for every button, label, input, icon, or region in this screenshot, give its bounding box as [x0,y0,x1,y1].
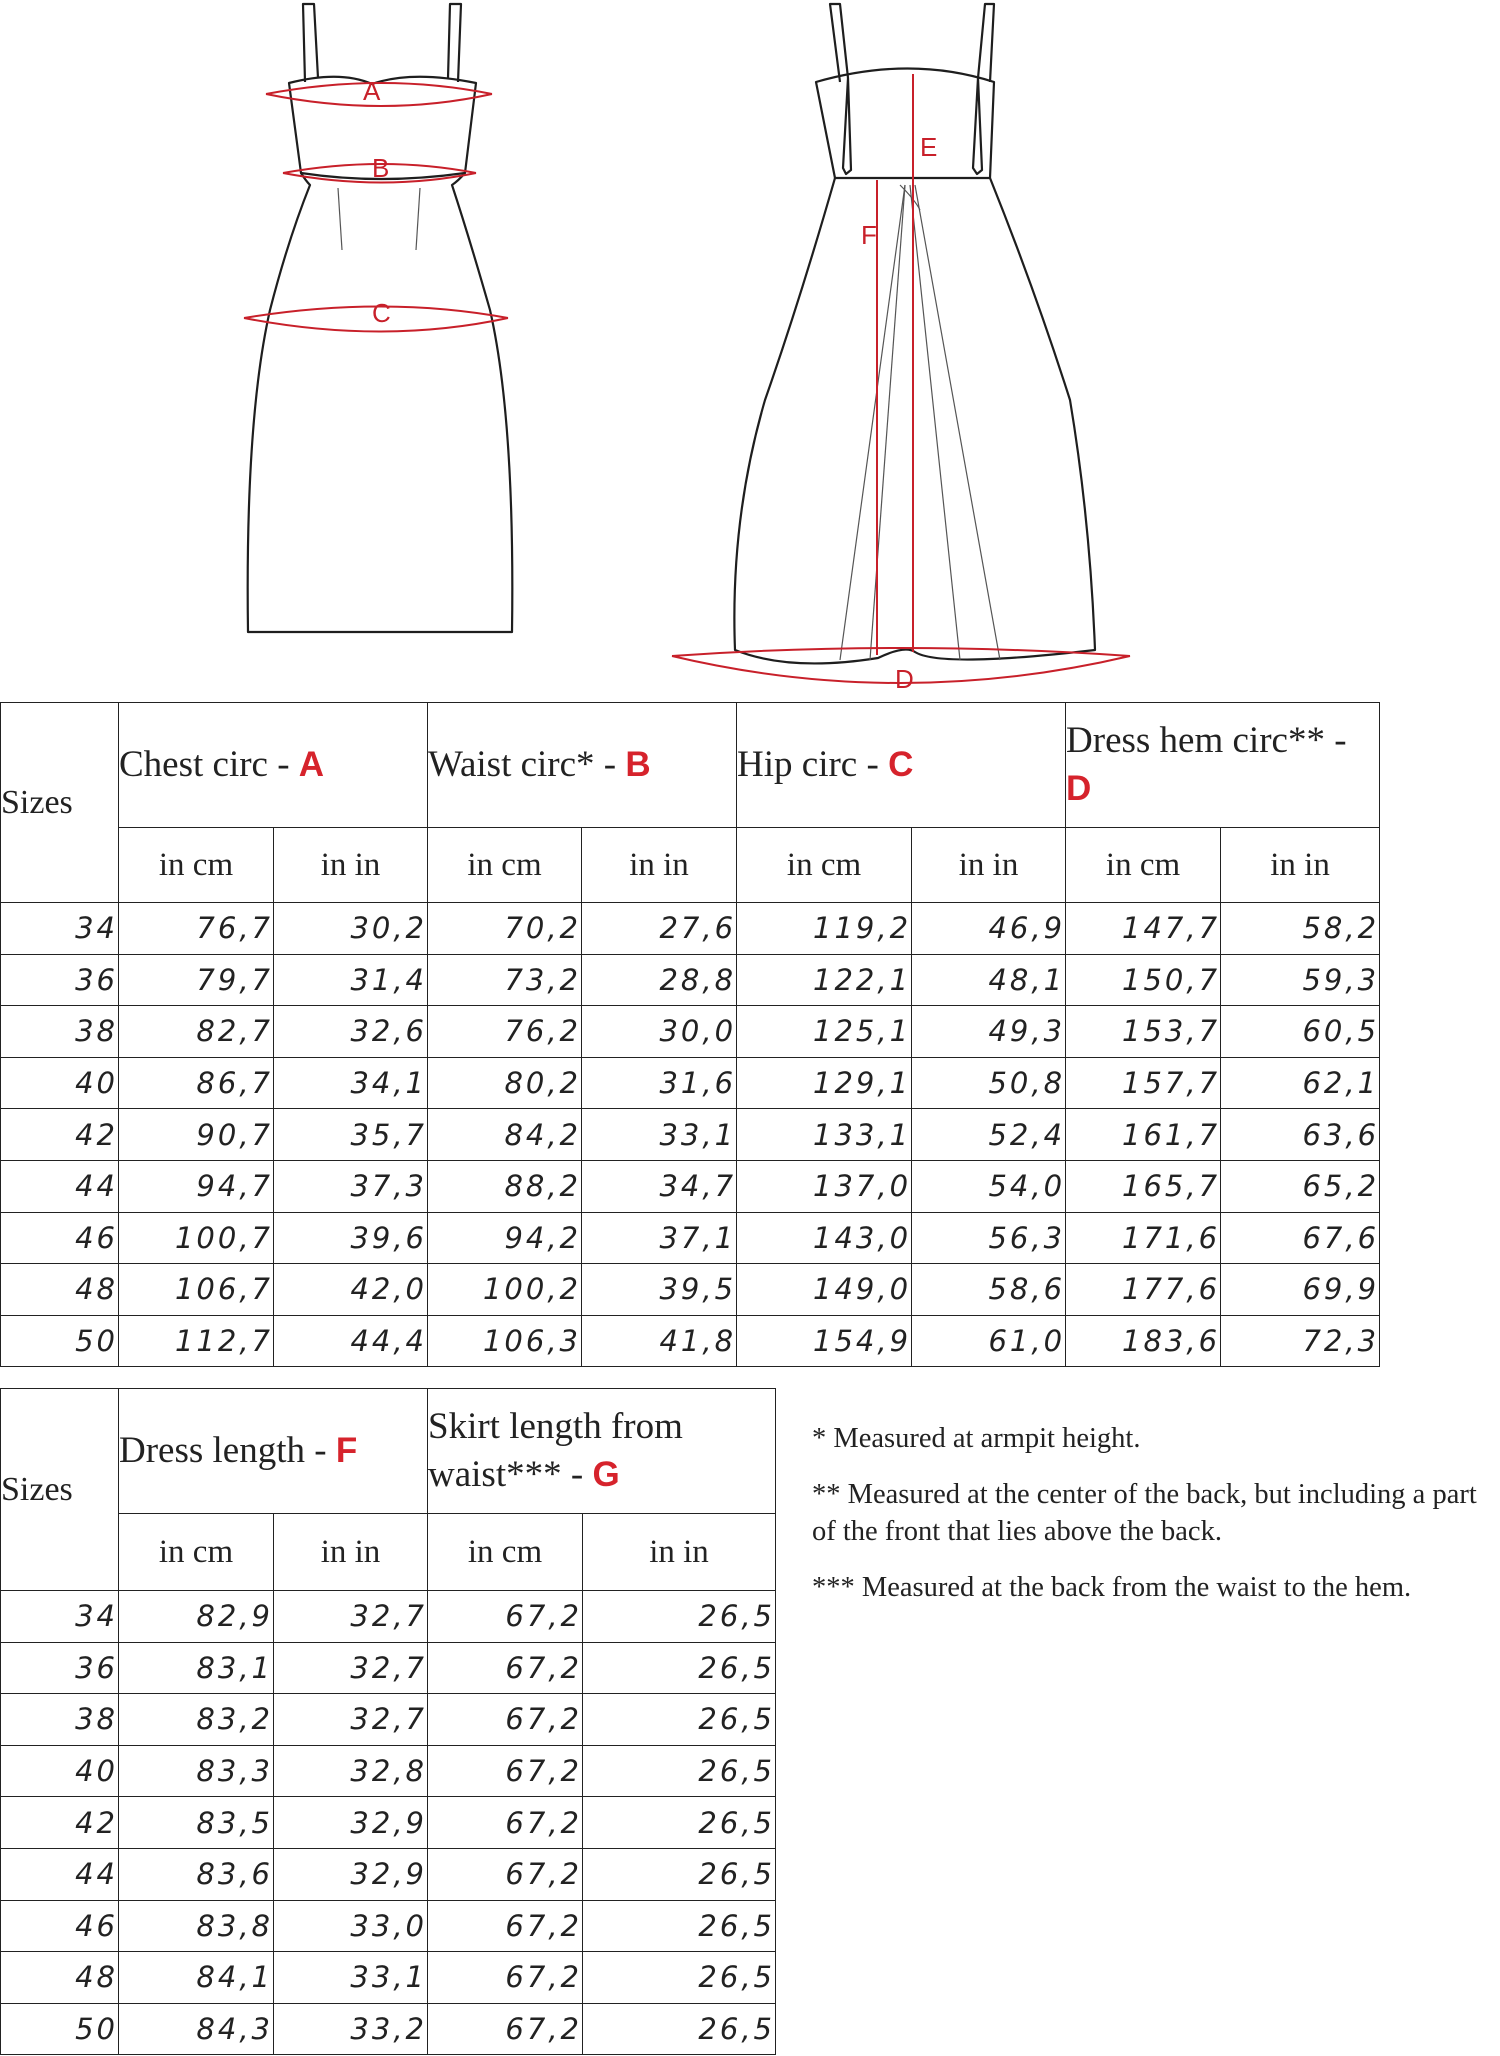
measurements-table-lengths [0,1388,776,2055]
value-cell: 30,0 [582,1006,737,1058]
value-cell: 83,2 [119,1694,274,1746]
size-cell: 44 [1,1160,119,1212]
value-cell: 56,3 [912,1212,1066,1264]
size-cell: 46 [1,1900,119,1952]
footnote: ** Measured at the center of the back, but including a part of the front that lies above the back. [812,1478,1477,1548]
value-cell: 143,0 [737,1212,912,1264]
value-cell: 49,3 [912,1006,1066,1058]
value-cell: 154,9 [737,1315,912,1367]
value-cell: 30,2 [274,903,428,955]
label-a: A [363,76,381,106]
unit-header: in in [912,828,1066,903]
value-cell: 83,5 [119,1797,274,1849]
table-row [1,903,1380,955]
value-cell: 88,2 [428,1160,582,1212]
value-cell: 58,2 [1221,903,1380,955]
value-cell: 147,7 [1066,903,1221,955]
value-cell: 33,0 [274,1900,428,1952]
value-cell: 67,2 [428,2003,583,2055]
value-cell: 82,9 [119,1591,274,1643]
unit-header: in cm [428,1514,583,1591]
waist-circ-header: Waist circ* - B [428,703,737,828]
value-cell: 37,3 [274,1160,428,1212]
size-cell: 48 [1,1952,119,2004]
sizes-header: Sizes [1,703,119,903]
value-cell: 149,0 [737,1264,912,1316]
value-cell: 76,2 [428,1006,582,1058]
value-cell: 33,1 [274,1952,428,2004]
size-cell: 34 [1,903,119,955]
unit-header: in cm [119,1514,274,1591]
value-cell: 67,6 [1221,1212,1380,1264]
dress-hem-circ-header: Dress hem circ** - D [1066,703,1380,828]
value-cell: 84,3 [119,2003,274,2055]
value-cell: 70,2 [428,903,582,955]
value-cell: 177,6 [1066,1264,1221,1316]
unit-header: in cm [119,828,274,903]
size-cell: 38 [1,1006,119,1058]
value-cell: 112,7 [119,1315,274,1367]
value-cell: 26,5 [583,1848,776,1900]
value-cell: 79,7 [119,954,274,1006]
footnotes [812,1420,1500,1624]
value-cell: 61,0 [912,1315,1066,1367]
size-cell: 50 [1,1315,119,1367]
value-cell: 67,2 [428,1848,583,1900]
value-cell: 119,2 [737,903,912,955]
value-cell: 46,9 [912,903,1066,955]
table-row [1,1057,1380,1109]
table-row [1,1109,1380,1161]
value-cell: 157,7 [1066,1057,1221,1109]
measurements-table-circumferences [0,702,1380,1367]
value-cell: 26,5 [583,1642,776,1694]
table-row [1,1212,1380,1264]
size-cell: 40 [1,1057,119,1109]
value-cell: 34,1 [274,1057,428,1109]
value-cell: 94,2 [428,1212,582,1264]
value-cell: 39,6 [274,1212,428,1264]
footnote: * Measured at armpit height. [812,1423,1141,1454]
size-cell: 42 [1,1797,119,1849]
value-cell: 32,7 [274,1642,428,1694]
value-cell: 67,2 [428,1745,583,1797]
back-dress-drawing [734,4,1095,663]
size-cell: 36 [1,954,119,1006]
value-cell: 82,7 [119,1006,274,1058]
value-cell: 83,1 [119,1642,274,1694]
value-cell: 27,6 [582,903,737,955]
label-f: F [861,220,877,250]
size-cell: 44 [1,1848,119,1900]
value-cell: 26,5 [583,2003,776,2055]
label-e: E [920,132,938,162]
value-cell: 72,3 [1221,1315,1380,1367]
value-cell: 32,9 [274,1797,428,1849]
label-b: B [372,153,390,183]
table-row [1,1745,776,1797]
value-cell: 84,1 [119,1952,274,2004]
value-cell: 84,2 [428,1109,582,1161]
value-cell: 183,6 [1066,1315,1221,1367]
value-cell: 32,9 [274,1848,428,1900]
value-cell: 67,2 [428,1797,583,1849]
unit-header: in in [582,828,737,903]
table-row [1,1315,1380,1367]
table-row [1,954,1380,1006]
value-cell: 73,2 [428,954,582,1006]
unit-header: in cm [428,828,582,903]
value-cell: 133,1 [737,1109,912,1161]
value-cell: 62,1 [1221,1057,1380,1109]
value-cell: 26,5 [583,1591,776,1643]
hip-circ-header: Hip circ - C [737,703,1066,828]
value-cell: 69,9 [1221,1264,1380,1316]
value-cell: 31,6 [582,1057,737,1109]
footnote: *** Measured at the back from the waist to the hem. [812,1571,1412,1603]
value-cell: 83,3 [119,1745,274,1797]
size-cell: 50 [1,2003,119,2055]
value-cell: 39,5 [582,1264,737,1316]
size-cell: 42 [1,1109,119,1161]
value-cell: 83,8 [119,1900,274,1952]
value-cell: 171,6 [1066,1212,1221,1264]
value-cell: 100,2 [428,1264,582,1316]
value-cell: 34,7 [582,1160,737,1212]
value-cell: 41,8 [582,1315,737,1367]
value-cell: 100,7 [119,1212,274,1264]
table-row [1,1264,1380,1316]
value-cell: 161,7 [1066,1109,1221,1161]
value-cell: 67,2 [428,1900,583,1952]
size-cell: 48 [1,1264,119,1316]
value-cell: 106,3 [428,1315,582,1367]
size-cell: 40 [1,1745,119,1797]
value-cell: 165,7 [1066,1160,1221,1212]
value-cell: 42,0 [274,1264,428,1316]
sizes-header: Sizes [1,1389,119,1591]
value-cell: 67,2 [428,1694,583,1746]
table-row [1,1160,1380,1212]
table-row [1,1952,776,2004]
unit-header: in in [274,1514,428,1591]
table-row [1,1642,776,1694]
value-cell: 35,7 [274,1109,428,1161]
value-cell: 32,7 [274,1694,428,1746]
value-cell: 150,7 [1066,954,1221,1006]
value-cell: 26,5 [583,1900,776,1952]
size-cell: 38 [1,1694,119,1746]
value-cell: 65,2 [1221,1160,1380,1212]
table-row [1,2003,776,2055]
value-cell: 67,2 [428,1591,583,1643]
value-cell: 32,8 [274,1745,428,1797]
unit-header: in cm [737,828,912,903]
table-row [1,1694,776,1746]
skirt-length-header: Skirt length from waist*** - G [428,1389,776,1514]
value-cell: 153,7 [1066,1006,1221,1058]
size-cell: 36 [1,1642,119,1694]
table-row [1,1848,776,1900]
value-cell: 129,1 [737,1057,912,1109]
label-c: C [372,298,391,328]
value-cell: 63,6 [1221,1109,1380,1161]
value-cell: 90,7 [119,1109,274,1161]
table-row [1,1900,776,1952]
unit-header: in in [583,1514,776,1591]
table-row [1,1006,1380,1058]
value-cell: 137,0 [737,1160,912,1212]
value-cell: 32,7 [274,1591,428,1643]
unit-header: in cm [1066,828,1221,903]
label-d: D [895,664,914,694]
value-cell: 26,5 [583,1745,776,1797]
value-cell: 94,7 [119,1160,274,1212]
value-cell: 59,3 [1221,954,1380,1006]
value-cell: 67,2 [428,1642,583,1694]
value-cell: 48,1 [912,954,1066,1006]
garment-sketches [0,0,1500,700]
size-cell: 46 [1,1212,119,1264]
value-cell: 26,5 [583,1694,776,1746]
value-cell: 33,2 [274,2003,428,2055]
value-cell: 67,2 [428,1952,583,2004]
value-cell: 31,4 [274,954,428,1006]
value-cell: 76,7 [119,903,274,955]
value-cell: 26,5 [583,1797,776,1849]
value-cell: 86,7 [119,1057,274,1109]
value-cell: 32,6 [274,1006,428,1058]
value-cell: 122,1 [737,954,912,1006]
unit-header: in in [1221,828,1380,903]
value-cell: 80,2 [428,1057,582,1109]
value-cell: 37,1 [582,1212,737,1264]
size-cell: 34 [1,1591,119,1643]
value-cell: 83,6 [119,1848,274,1900]
value-cell: 26,5 [583,1952,776,2004]
chest-circ-header: Chest circ - A [119,703,428,828]
table-row [1,1591,776,1643]
value-cell: 60,5 [1221,1006,1380,1058]
value-cell: 33,1 [582,1109,737,1161]
value-cell: 44,4 [274,1315,428,1367]
dress-length-header: Dress length - F [119,1389,428,1514]
value-cell: 52,4 [912,1109,1066,1161]
table-row [1,1797,776,1849]
value-cell: 106,7 [119,1264,274,1316]
value-cell: 50,8 [912,1057,1066,1109]
value-cell: 58,6 [912,1264,1066,1316]
value-cell: 125,1 [737,1006,912,1058]
value-cell: 54,0 [912,1160,1066,1212]
value-cell: 28,8 [582,954,737,1006]
unit-header: in in [274,828,428,903]
